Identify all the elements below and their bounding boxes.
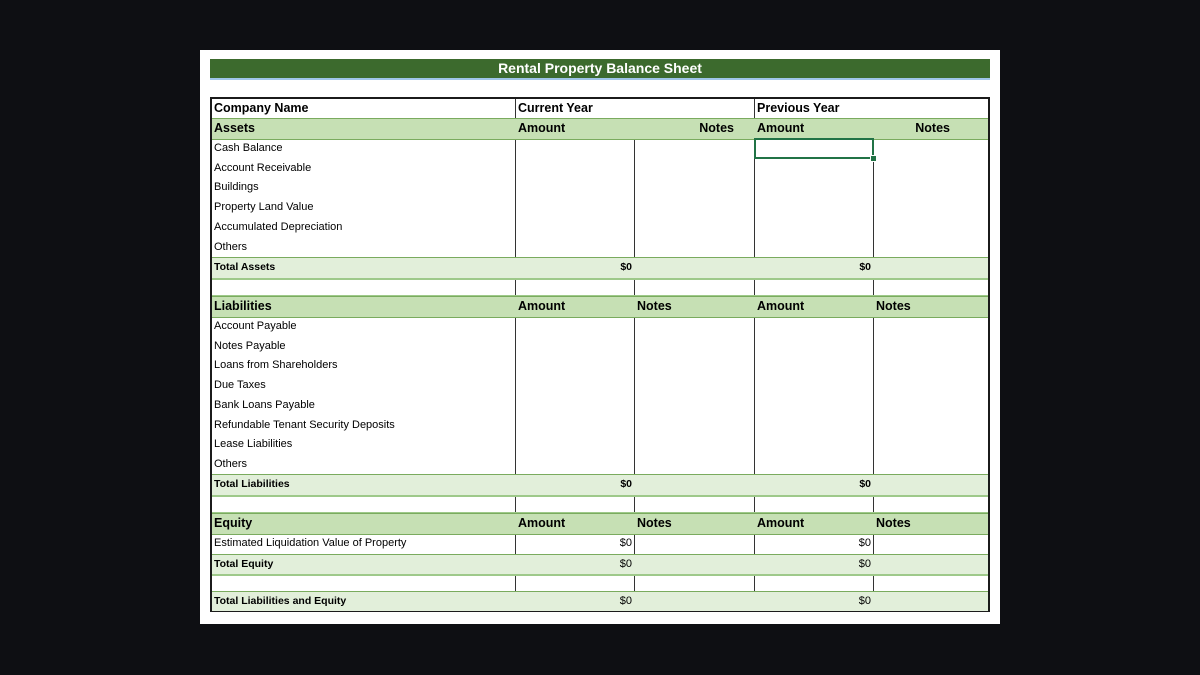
asset-label: Account Receivable <box>214 161 312 174</box>
total-assets-previous[interactable]: $0 <box>859 261 871 273</box>
balance-sheet-grid <box>210 97 990 612</box>
liability-row[interactable] <box>212 435 988 455</box>
fill-handle[interactable] <box>870 155 877 162</box>
section-separator <box>212 574 988 576</box>
equity-current-amount-header[interactable]: Amount <box>518 516 566 530</box>
liability-label: Due Taxes <box>214 379 266 392</box>
equity-label: Estimated Liquidation Value of Property <box>214 537 407 549</box>
liability-row[interactable] <box>212 337 988 357</box>
asset-label: Others <box>214 240 248 253</box>
asset-row[interactable] <box>212 198 988 218</box>
total-equity-current[interactable]: $0 <box>619 558 632 570</box>
company-name-cell[interactable]: Company Name <box>214 101 309 115</box>
total-equity-label: Total Equity <box>214 558 274 570</box>
assets-heading[interactable]: Assets <box>214 121 255 135</box>
grand-total-label: Total Liabilities and Equity <box>214 595 347 607</box>
total-liabilities-label: Total Liabilities <box>214 478 290 490</box>
asset-row[interactable] <box>212 178 988 198</box>
liability-label: Account Payable <box>214 320 297 332</box>
liabilities-current-notes-header[interactable]: Notes <box>637 299 672 313</box>
grand-total-current[interactable]: $0 <box>619 595 632 607</box>
equity-previous-amount-header[interactable]: Amount <box>757 516 805 530</box>
equity-heading[interactable]: Equity <box>214 516 253 530</box>
total-liabilities-row <box>212 474 988 496</box>
liability-label: Bank Loans Payable <box>214 398 315 411</box>
total-assets-current[interactable]: $0 <box>620 261 632 273</box>
spreadsheet-sheet <box>200 50 1000 624</box>
section-separator <box>212 278 988 280</box>
liability-row[interactable] <box>212 396 988 416</box>
total-assets-row <box>212 257 988 279</box>
assets-current-notes-header[interactable]: Notes <box>699 121 734 135</box>
assets-heading-row <box>212 118 988 140</box>
asset-label: Accumulated Depreciation <box>214 220 343 233</box>
liability-row[interactable] <box>212 455 988 475</box>
liability-label: Refundable Tenant Security Deposits <box>214 418 395 431</box>
liability-label: Loans from Shareholders <box>214 359 338 372</box>
assets-current-amount-header[interactable]: Amount <box>518 121 566 135</box>
section-separator <box>212 495 988 497</box>
asset-label: Buildings <box>214 181 259 194</box>
liability-label: Others <box>214 457 248 470</box>
grand-total-previous[interactable]: $0 <box>858 595 871 607</box>
assets-previous-amount-header[interactable]: Amount <box>757 121 805 135</box>
header-row <box>212 99 988 118</box>
previous-year-cell[interactable]: Previous Year <box>757 101 840 115</box>
equity-previous-value[interactable]: $0 <box>858 537 871 549</box>
equity-current-value[interactable]: $0 <box>619 537 632 549</box>
equity-previous-notes-header[interactable]: Notes <box>876 516 911 530</box>
liabilities-current-amount-header[interactable]: Amount <box>518 299 566 313</box>
equity-current-notes-header[interactable]: Notes <box>637 516 672 530</box>
asset-label: Property Land Value <box>214 201 314 214</box>
total-liabilities-previous[interactable]: $0 <box>859 478 871 490</box>
liability-row[interactable] <box>212 317 988 337</box>
current-year-cell[interactable]: Current Year <box>518 101 593 115</box>
liabilities-heading[interactable]: Liabilities <box>214 299 272 313</box>
total-assets-label: Total Assets <box>214 261 276 273</box>
liabilities-previous-amount-header[interactable]: Amount <box>757 299 805 313</box>
equity-row[interactable] <box>212 534 988 555</box>
assets-previous-notes-header[interactable]: Notes <box>915 121 950 135</box>
selected-cell[interactable] <box>754 138 874 159</box>
equity-heading-row <box>212 513 988 535</box>
total-equity-previous[interactable]: $0 <box>858 558 871 570</box>
liability-label: Lease Liabilities <box>214 438 293 451</box>
asset-label: Cash Balance <box>214 142 283 154</box>
liability-label: Notes Payable <box>214 339 286 352</box>
liabilities-heading-row <box>212 296 988 318</box>
liability-row[interactable] <box>212 416 988 436</box>
total-equity-row <box>212 554 988 575</box>
liabilities-previous-notes-header[interactable]: Notes <box>876 299 911 313</box>
asset-row[interactable] <box>212 218 988 238</box>
title-underline <box>210 78 990 80</box>
grand-total-row <box>212 591 988 611</box>
liability-row[interactable] <box>212 376 988 396</box>
liability-row[interactable] <box>212 356 988 376</box>
sheet-title[interactable]: Rental Property Balance Sheet <box>210 59 990 78</box>
asset-row[interactable] <box>212 238 988 258</box>
total-liabilities-current[interactable]: $0 <box>620 478 632 490</box>
